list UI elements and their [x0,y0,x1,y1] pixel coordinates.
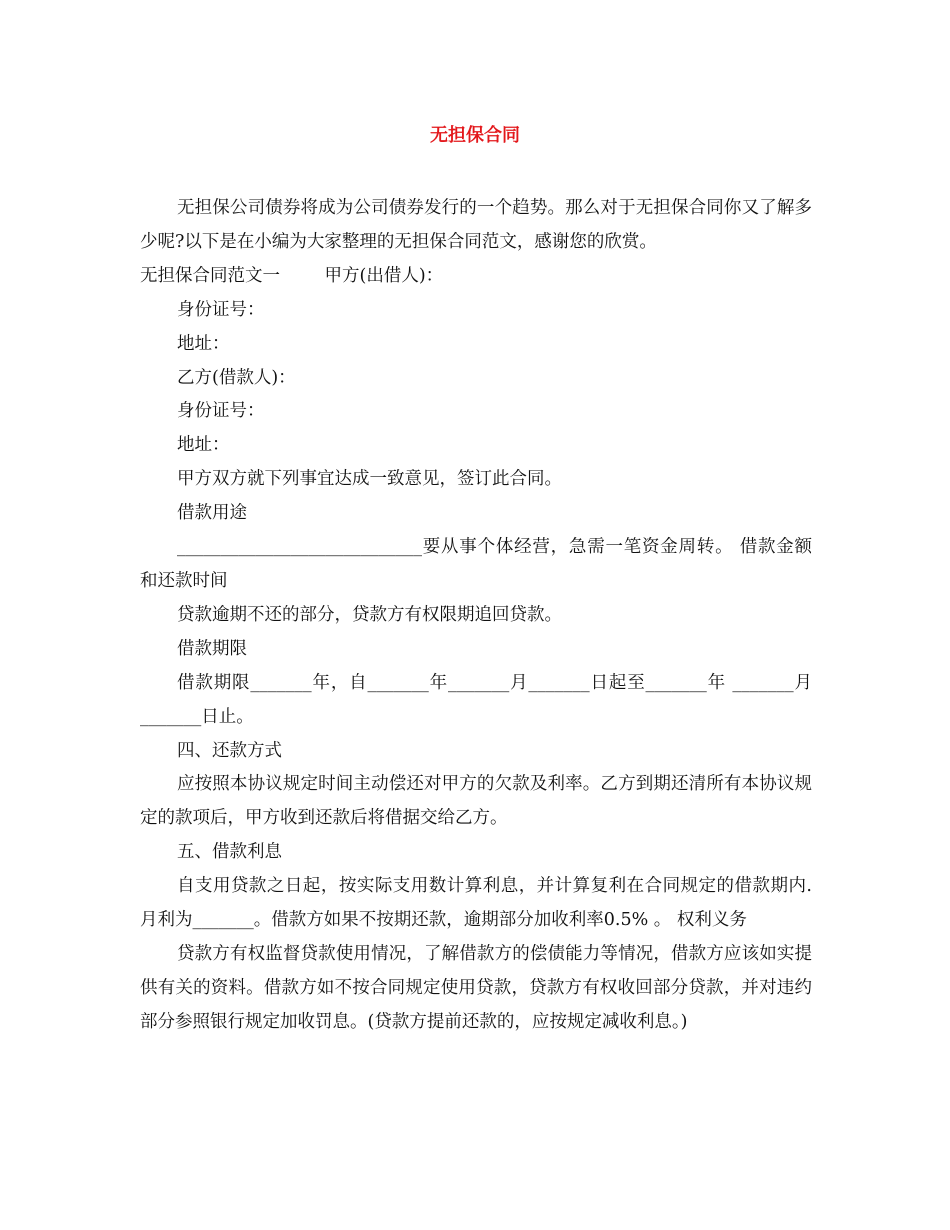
party-b-address: 地址： [177,435,230,456]
rights-obligations-text: 贷款方有权监督贷款使用情况，了解借款方的偿债能力等情况，借款方应该如实提供有关的资料。借款方如不按合同规定使用贷款，贷款方有权收回部分贷款，并对违约部分参照银行规定加收罚息。(贷款方提前还款的，应按规定减收利息。) [140,943,812,1032]
party-a-id-number: 身份证号： [177,299,265,320]
party-b-label: 乙方(借款人)： [177,367,296,388]
loan-purpose-text: ____________________________要从事个体经营，急需一笔资金周转。 借款金额和还款时间 [140,537,812,591]
intro-paragraph: 无担保公司债券将成为公司债券发行的一个趋势。那么对于无担保合同你又了解多少呢?以下是在小编为大家整理的无担保合同范文，感谢您的欣赏。 [140,198,812,252]
loan-term-text: 借款期限_______年，自_______年_______月_______日起至_______年 _______月_______日止。 [140,672,812,727]
party-a-address: 地址： [177,333,230,354]
section-loan-purpose: 借款用途 [177,503,247,524]
loan-interest-text: 自支用贷款之日起，按实际支用数计算利息，并计算复利在合同规定的借款期内.月利为_______。借款方如果不按期还款，逾期部分加收利率0.5% 。 权利义务 [140,876,812,931]
agreement-statement: 甲方双方就下列事宜达成一致意见，签订此合同。 [177,469,562,490]
section-repayment-method: 四、还款方式 [177,740,282,761]
overdue-clause: 贷款逾期不还的部分，贷款方有权限期追回贷款。 [177,604,562,625]
section-loan-interest: 五、借款利息 [177,842,282,863]
repayment-method-text: 应按照本协议规定时间主动偿还对甲方的欠款及利率。乙方到期还清所有本协议规定的款项后，甲方收到还款后将借据交给乙方。 [140,774,812,829]
section-loan-term: 借款期限 [177,638,247,659]
sample-heading-party-a: 无担保合同范文一 甲方(出借人)： [140,265,444,286]
document-body [140,192,812,1040]
party-b-id-number: 身份证号： [177,401,265,422]
document-title: 无担保合同 [430,125,520,146]
